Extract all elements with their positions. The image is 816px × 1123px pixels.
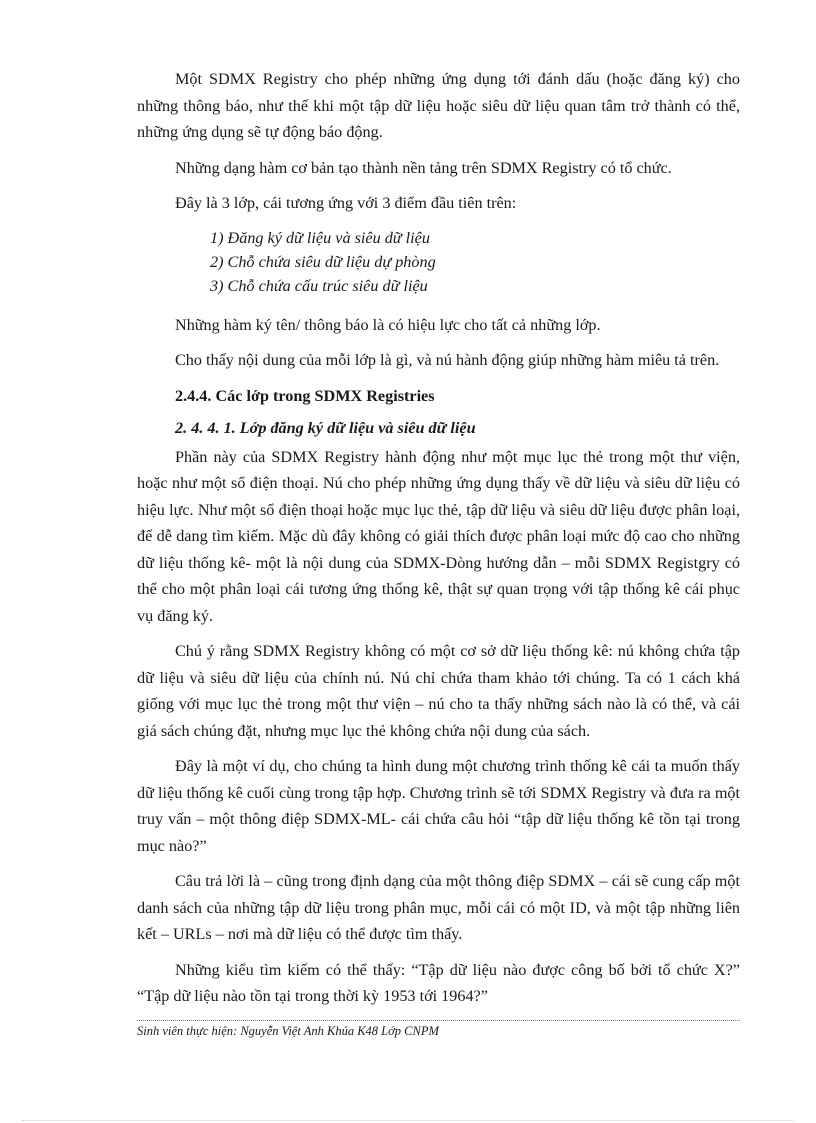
paragraph-10: Những kiểu tìm kiếm có thể thấy: “Tập dữ liệu nào được công bố bởi tổ chức X?” “Tập dữ liệu nào tồn tại trong thời kỳ 1953 tới 1964?” bbox=[137, 960, 740, 1005]
layer-list bbox=[137, 226, 740, 298]
list-item: 1) Đăng ký dữ liệu và siêu dữ liệu bbox=[210, 228, 430, 247]
paragraph-1: Một SDMX Registry cho phép những ứng dụng tới đánh dấu (hoặc đăng ký) cho những thông báo, như thế khi một tập dữ liệu hoặc siêu dữ liệu quan tâm trở thành có thể, những ứng dụng sẽ tự động báo động. bbox=[137, 70, 740, 141]
page-footer: Sinh viên thực hiện: Nguyễn Việt Anh Khúa K48 Lớp CNPM bbox=[137, 1024, 439, 1038]
paragraph-2: Những dạng hàm cơ bản tạo thành nền tảng trên SDMX Registry có tổ chức. bbox=[175, 158, 672, 177]
paragraph-8: Đây là một ví dụ, cho chúng ta hình dung một chương trình thống kê cái ta muốn thấy dữ liệu thống kê cuối cùng trong tập hợp. Chương trình sẽ tới SDMX Registry và đưa ra một truy vấn – một thông điệp SDMX-ML- cái chứa câu hỏi “tập dữ liệu thống kê tồn tại trong mục nào?” bbox=[137, 757, 740, 855]
document-body bbox=[137, 66, 740, 1010]
list-item: 3) Chỗ chứa cấu trúc siêu dữ liệu bbox=[210, 276, 428, 295]
subsection-heading: 2. 4. 4. 1. Lớp đăng ký dữ liệu và siêu dữ liệu bbox=[175, 419, 476, 437]
page-bottom-divider bbox=[22, 1120, 794, 1121]
paragraph-9: Câu trả lời là – cũng trong định dạng của một thông điệp SDMX – cái sẽ cung cấp một danh sách của những tập dữ liệu trong phân mục, mỗi cái có một ID, và một tập những liên kết – URLs – nơi mà dữ liệu có thể được tìm thấy. bbox=[137, 872, 740, 943]
paragraph-3: Đây là 3 lớp, cái tương ứng với 3 điểm đầu tiên trên: bbox=[175, 194, 517, 212]
footer-divider bbox=[137, 1020, 740, 1021]
section-heading: 2.4.4. Các lớp trong SDMX Registries bbox=[175, 386, 435, 405]
paragraph-6: Phần này của SDMX Registry hành động như một mục lục thẻ trong một thư viện, hoặc như một sổ điện thoại. Nú cho phép những ứng dụng thấy về dữ liệu và siêu dữ liệu có hiệu lực. Như một sổ điện thoại hoặc mục lục thẻ, tập dữ liệu và siêu dữ liệu được phân loại, để dễ dang tìm kiếm. Mặc dù đây không có giải thích được phân loại mức độ cao cho những dữ liệu thống kê- một là nội dung của SDMX-Dòng hướng dẫn – mỗi SDMX Registgry có thể cho một phân loại cái tương ứng thống kê, thật sự quan trọng với tập thống kê cái phục vụ đăng ký. bbox=[137, 447, 740, 625]
paragraph-4: Những hàm ký tên/ thông báo là có hiệu lực cho tất cả những lớp. bbox=[175, 315, 601, 334]
paragraph-7: Chú ý rằng SDMX Registry không có một cơ sở dữ liệu thống kê: nú không chứa tập dữ liệu và siêu dữ liệu của chính nú. Nú chỉ chứa tham khảo tới chúng. Ta có 1 cách khá giống với mục lục thẻ trong một thư viện – nú cho ta thấy những sách nào là có thể, và cái giá sách chúng đặt, nhưng mục lục thẻ không chứa nội dung của sách. bbox=[137, 642, 740, 740]
list-item: 2) Chỗ chứa siêu dữ liệu dự phòng bbox=[210, 252, 436, 271]
paragraph-5: Cho thấy nội dung của mỗi lớp là gì, và nú hành động giúp những hàm miêu tả trên. bbox=[175, 351, 720, 369]
